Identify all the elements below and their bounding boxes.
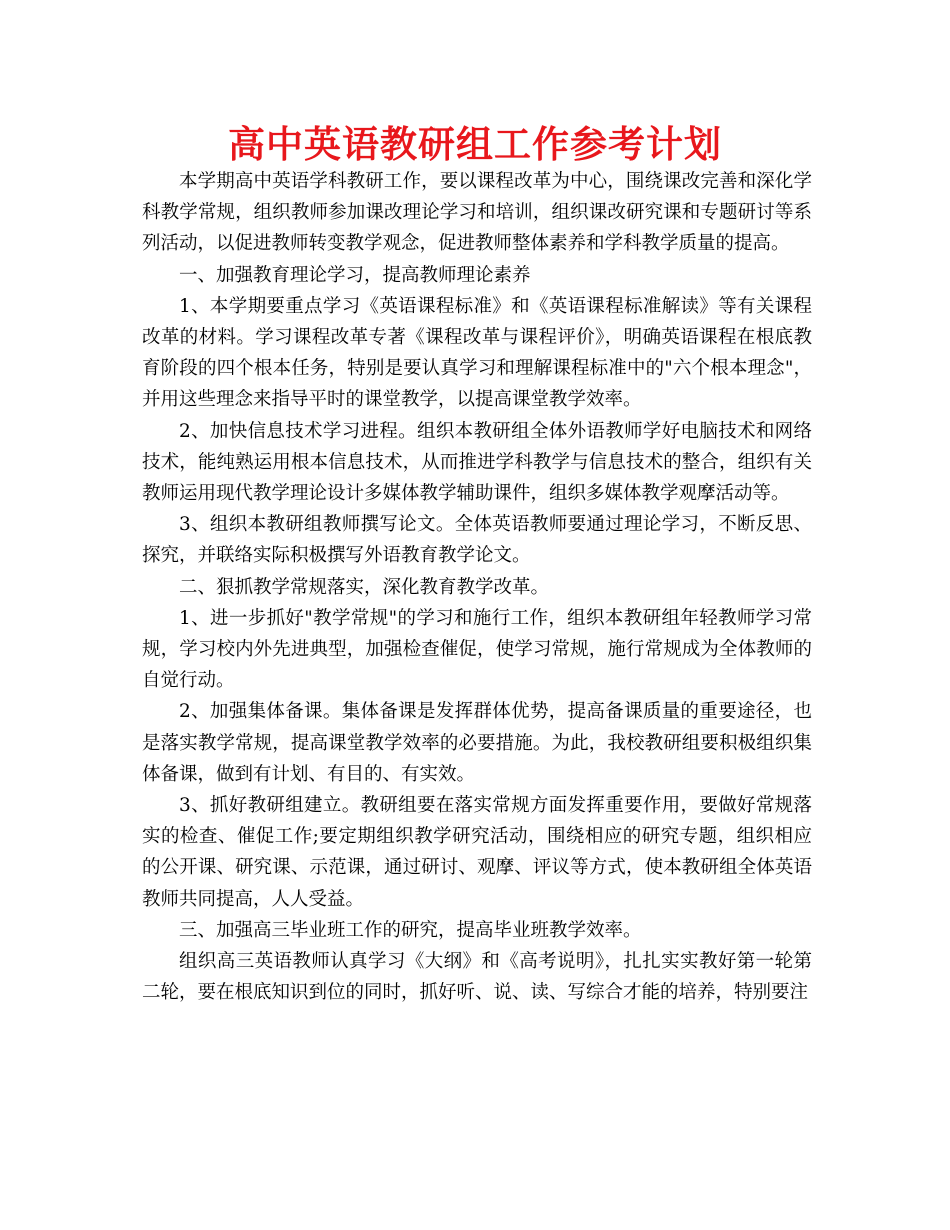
section-heading-1: 一、加强教育理论学习，提高教师理论素养 [179,264,531,286]
section-heading-3: 三、加强高三毕业班工作的研究，提高毕业班教学效率。 [179,919,642,941]
paragraph-intro: 本学期高中英语学科教研工作，要以课程改革为中心，围绕课改完善和深化学科教学常规，组织教师参加课改理论学习和培训，组织课改研究课和专题研讨等系列活动，以促进教师转变教学观念，促进教师整体素养和学科教学质量的提高。 [142,171,812,255]
paragraph-2-1: 1、进一步抓好"教学常规"的学习和施行工作，组织本教研组年轻教师学习常规，学习校内外先进典型，加强检查催促，使学习常规，施行常规成为全体教师的自觉行动。 [142,607,812,692]
paragraph-2-3: 3、抓好教研组建立。教研组要在落实常规方面发挥重要作用，要做好常规落实的检查、催促工作;要定期组织教学研究活动，围绕相应的研究专题，组织相应的公开课、研究课、示范课，通过研讨、观摩、评议等方式，使本教研组全体英语教师共同提高，人人受益。 [142,795,812,910]
paragraph-2-2: 2、加强集体备课。集体备课是发挥群体优势，提高备课质量的重要途径，也是落实教学常规，提高课堂教学效率的必要措施。为此，我校教研组要积极组织集体备课，做到有计划、有目的、有实效。 [142,701,812,785]
section-heading-2: 二、狠抓教学常规落实，深化教育教学改革。 [179,576,550,598]
document-body [142,166,812,1008]
paragraph-1-1: 1、本学期要重点学习《英语课程标准》和《英语课程标准解读》等有关课程改革的材料。学习课程改革专著《课程改革与课程评价》，明确英语课程在根底教育阶段的四个根本任务，特别是要认真学习和理解课程标准中的"六个根本理念"，并用这些理念来指导平时的课堂教学，以提高课堂教学效率。 [142,295,812,411]
document-title: 高中英语教研组工作参考计划 [228,122,722,166]
paragraph-3-1: 组织高三英语教师认真学习《大纲》和《高考说明》，扎扎实实教好第一轮第二轮，要在根底知识到位的同时，抓好听、说、读、写综合才能的培养，特别要注 [142,951,812,1004]
paragraph-1-2: 2、加快信息技术学习进程。组织本教研组全体外语教师学好电脑技术和网络技术，能纯熟运用根本信息技术，从而推进学科教学与信息技术的整合，组织有关教师运用现代教学理论设计多媒体教学辅助课件，组织多媒体教学观摩活动等。 [142,420,812,505]
paragraph-1-3: 3、组织本教研组教师撰写论文。全体英语教师要通过理论学习，不断反思、探究，并联络实际积极撰写外语教育教学论文。 [142,514,812,567]
